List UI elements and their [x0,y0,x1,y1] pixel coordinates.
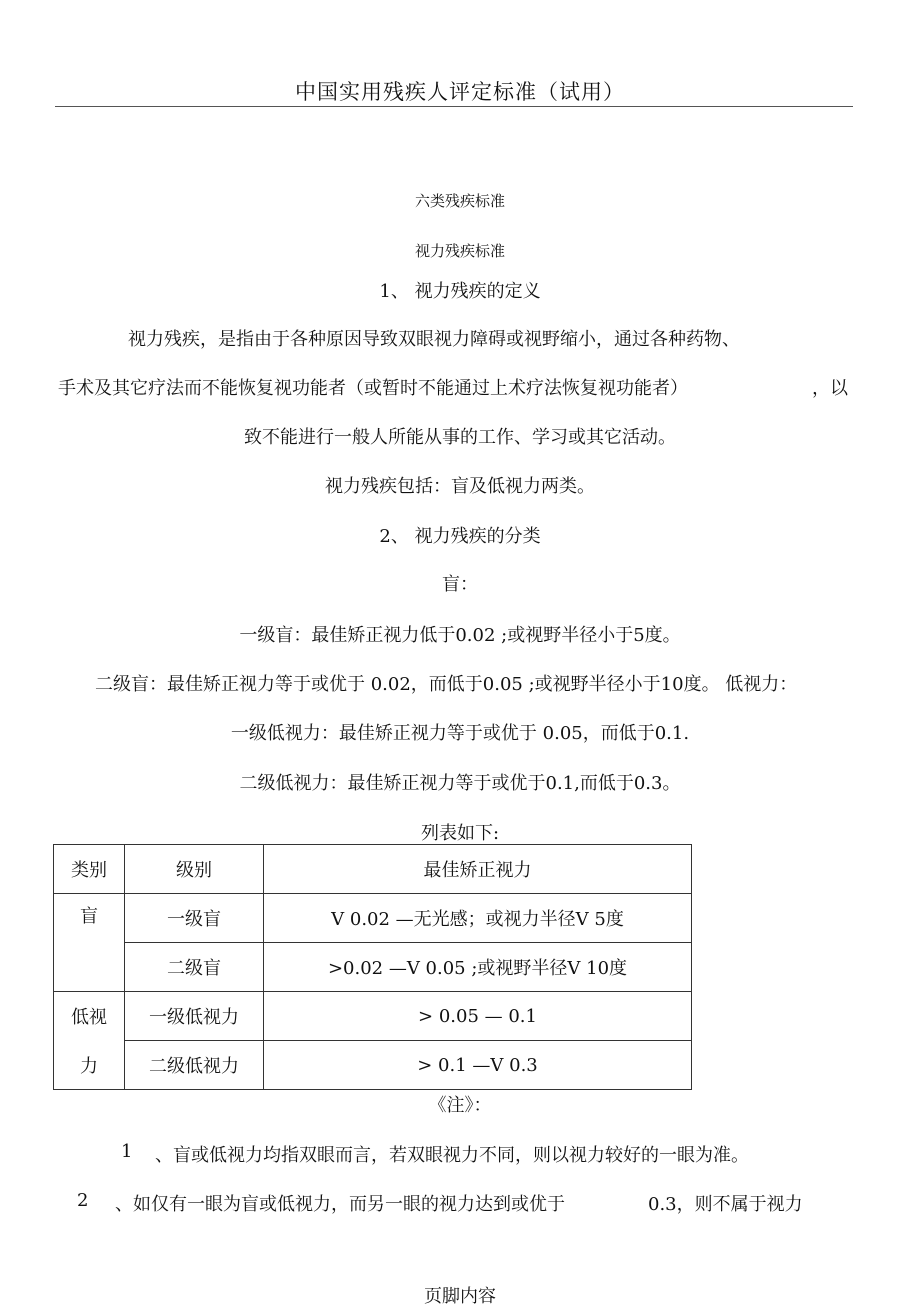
level-cell: 一级盲 [125,894,264,943]
definition-line-3: 致不能进行一般人所能从事的工作、学习或其它活动。 [244,427,676,448]
note-2-number: 2 [77,1190,89,1211]
category-low-vision-bottom: 力 [54,1041,125,1090]
level-cell: 一级低视力 [125,992,264,1041]
definition-heading: 1、 视力残疾的定义 [379,281,541,302]
category-low-vision-top: 低视 [54,992,125,1041]
note-2-tail: 0.3，则不属于视力 [648,1194,803,1215]
header-vision: 最佳矫正视力 [264,845,692,894]
level-cell: 二级盲 [125,943,264,992]
note-2-text: 、如仅有一眼为盲或低视力，而另一眼的视力达到或优于 [115,1194,565,1215]
section-title: 六类残疾标准 [414,192,505,210]
header-category: 类别 [54,845,125,894]
level-cell: 二级低视力 [125,1041,264,1090]
vision-cell: > 0.1 —V 0.3 [264,1041,692,1090]
page-footer: 页脚内容 [424,1286,496,1307]
table-row [54,943,692,992]
vision-cell: V 0.02 —无光感；或视力半径V 5度 [264,894,692,943]
definition-line-4: 视力残疾包括：盲及低视力两类。 [325,476,595,497]
table-row [54,894,692,943]
table-row [54,992,692,1041]
definition-line-1: 视力残疾，是指由于各种原因导致双眼视力障碍或视野缩小，通过各种药物、 [128,329,740,350]
definition-line-2-tail: ，以 [812,378,848,399]
note-1-text: 、盲或低视力均指双眼而言，若双眼视力不同，则以视力较好的一眼为准。 [155,1145,749,1166]
header-divider [55,106,853,107]
low-vision-level-2: 二级低视力：最佳矫正视力等于或优于0.1,而低于0.3。 [239,773,681,794]
table-caption: 列表如下: [420,823,500,844]
classification-heading: 2、 视力残疾的分类 [379,526,541,547]
category-blind: 盲 [54,894,125,992]
blind-level-2: 二级盲：最佳矫正视力等于或优于 0.02，而低于0.05 ;或视野半径小于10度。 低视力： [95,674,798,695]
section-subtitle: 视力残疾标准 [414,242,505,260]
low-vision-level-1: 一级低视力：最佳矫正视力等于或优于 0.05，而低于0.1. [230,723,690,744]
table-header-row [54,845,692,894]
table-row [54,1041,692,1090]
vision-cell: >0.02 —V 0.05 ;或视野半径V 10度 [264,943,692,992]
vision-classification-table [53,844,692,1090]
page-header-title: 中国实用残疾人评定标准（试用） [295,80,625,104]
blind-level-1: 一级盲：最佳矫正视力低于0.02 ;或视野半径小于5度。 [239,625,681,646]
blind-heading: 盲： [442,574,478,595]
definition-line-2: 手术及其它疗法而不能恢复视功能者（或暂时不能通过上术疗法恢复视功能者） [58,378,688,399]
header-level: 级别 [125,845,264,894]
vision-cell: > 0.05 — 0.1 [264,992,692,1041]
notes-title: 《注》： [428,1095,492,1116]
note-1-number: 1 [121,1141,133,1162]
